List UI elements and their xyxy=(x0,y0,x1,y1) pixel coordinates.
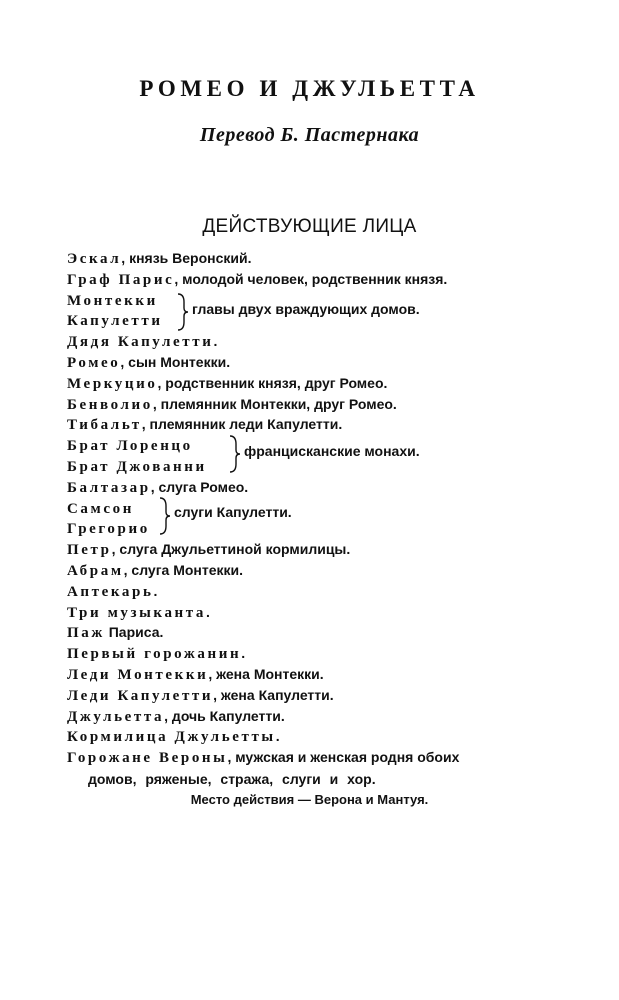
translator-credit: Перевод Б. Пастернака xyxy=(199,124,420,146)
character-name: Балтазар xyxy=(67,479,151,496)
character-name: Леди Капулетти xyxy=(67,687,214,704)
character-description: . xyxy=(241,645,246,662)
character-name: Абрам xyxy=(67,562,124,579)
character-name: Граф Парис xyxy=(67,271,175,288)
character-description: , племянник Монтекки, друг Ромео. xyxy=(152,395,397,412)
character-description: . xyxy=(153,582,158,599)
character-name: Капулетти xyxy=(67,313,163,330)
cast-item xyxy=(67,248,587,269)
character-name: Леди Монтекки xyxy=(67,666,209,683)
character-description: , жена Монтекки. xyxy=(208,665,324,682)
cast-item xyxy=(67,747,587,768)
character-description: , родственник князя, друг Ромео. xyxy=(157,374,388,391)
cast-item xyxy=(67,352,587,373)
dramatis-personae-heading: ДЕЙСТВУЮЩИЕ ЛИЦА xyxy=(202,216,417,237)
cast-item xyxy=(67,602,587,623)
cast-item xyxy=(67,498,587,519)
cast-item xyxy=(67,706,587,727)
character-name: Меркуцио xyxy=(67,375,158,392)
cast-item xyxy=(67,373,587,394)
character-name: Дядя Капулетти xyxy=(67,334,214,351)
cast-item xyxy=(67,414,587,435)
cast-item xyxy=(67,664,587,685)
setting-line: Место действия — Верона и Мантуя. xyxy=(190,792,429,807)
character-description: , сын Монтекки. xyxy=(120,353,231,370)
character-description: , молодой человек, родственник князя. xyxy=(174,270,448,287)
character-description: , мужская и женская родня обоих xyxy=(227,749,460,766)
group-note-families: главы двух враждующих домов. xyxy=(192,301,420,317)
character-name: Брат Джованни xyxy=(67,458,207,475)
character-name: Кормилица Джульетты xyxy=(67,729,276,746)
character-description: , дочь Капулетти. xyxy=(164,707,285,724)
group-note-friars: францисканские монахи. xyxy=(244,443,420,459)
cast-item xyxy=(67,726,587,747)
group-note-servants: слуги Капулетти. xyxy=(174,504,292,520)
character-name: Паж xyxy=(67,625,105,642)
character-description: , жена Капулетти. xyxy=(213,686,334,703)
character-description: . xyxy=(275,728,280,745)
cast-item xyxy=(67,539,587,560)
cast-item xyxy=(67,643,587,664)
character-name: Горожане Вероны xyxy=(67,750,228,767)
cast-item xyxy=(67,477,587,498)
character-description: . xyxy=(213,333,218,350)
cast-item xyxy=(67,685,587,706)
character-name: Три музыканта xyxy=(67,604,207,621)
character-name: Первый горожанин xyxy=(67,646,242,663)
character-name: Джульетта xyxy=(67,708,165,725)
character-name: Самсон xyxy=(67,500,134,517)
character-name: Монтекки xyxy=(67,292,158,309)
character-name: Тибальт xyxy=(67,417,142,434)
character-description: , слуга Джульеттиной кормилицы. xyxy=(111,541,351,558)
cast-item-continuation: домов, ряженые, стража, слуги и хор. xyxy=(88,770,376,787)
character-name: Грегорио xyxy=(67,521,150,538)
character-name: Эскал xyxy=(67,251,122,267)
cast-item xyxy=(67,456,587,477)
cast-item xyxy=(67,581,587,602)
brace-servants xyxy=(158,496,172,536)
play-title: РОМЕО И ДЖУЛЬЕТТА xyxy=(139,76,480,101)
cast-item xyxy=(67,622,587,643)
brace-friars xyxy=(228,434,242,474)
cast-item xyxy=(67,394,587,415)
cast-item xyxy=(67,518,587,539)
character-name: Петр xyxy=(67,542,112,559)
character-description: , князь Веронский. xyxy=(121,250,252,266)
character-description: Париса. xyxy=(104,624,164,641)
cast-item xyxy=(67,331,587,352)
character-name: Ромео xyxy=(67,354,121,371)
brace-families xyxy=(176,292,190,332)
character-name: Брат Лоренцо xyxy=(67,438,193,455)
cast-list xyxy=(67,248,587,790)
cast-item xyxy=(67,560,587,581)
character-name: Бенволио xyxy=(67,396,153,413)
character-description: . xyxy=(206,603,210,620)
character-name: Аптекарь xyxy=(67,583,154,600)
character-description: , слуга Ромео. xyxy=(150,478,249,495)
cast-item xyxy=(67,269,587,290)
character-description: , племянник леди Капулетти. xyxy=(141,416,343,433)
character-description: , слуга Монтекки. xyxy=(123,561,244,578)
